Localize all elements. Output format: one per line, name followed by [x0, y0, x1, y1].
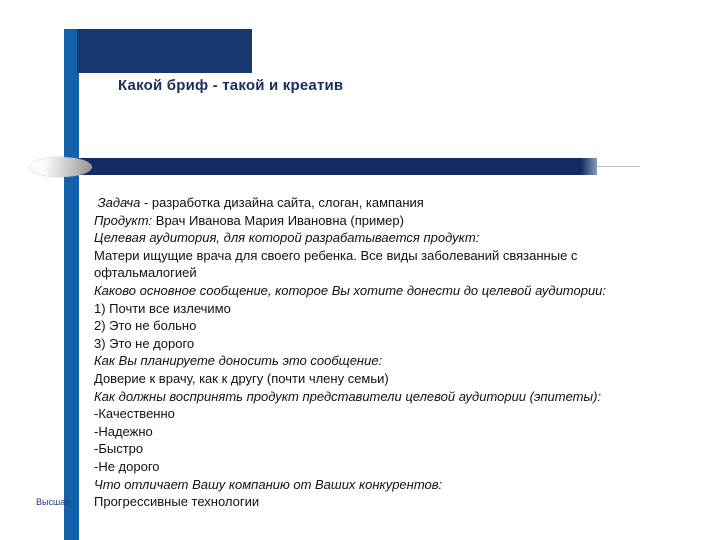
- body-line: Что отличает Вашу компанию от Ваших конкурентов:: [94, 476, 443, 492]
- body-line: Матери ищущие врача для своего ребенка. Все виды заболеваний связанные с: [94, 247, 578, 263]
- body-line: -Быстро: [94, 441, 144, 457]
- body-text: [94, 194, 669, 511]
- body-line: Доверие к врачу, как к другу (почти члену семьи): [94, 370, 389, 386]
- body-line: офтальмалогией: [94, 265, 197, 281]
- left-accent-bar: [64, 29, 79, 540]
- body-line: Задача - разработка дизайна сайта, слоган, кампания: [97, 195, 424, 210]
- divider-band-tail: [597, 166, 640, 167]
- body-line: Каково основное сообщение, которое Вы хотите донести до целевой аудитории:: [94, 282, 607, 298]
- body-line: 1) Почти все излечимо: [94, 300, 231, 316]
- body-line: 2) Это не больно: [94, 318, 197, 334]
- accent-ellipse: [30, 157, 92, 177]
- slide-title: Какой бриф - такой и креатив: [118, 77, 344, 94]
- footer-text: Высшая: [36, 497, 71, 507]
- divider-band: [62, 158, 597, 175]
- body-line: -Качественно: [94, 406, 175, 422]
- top-accent-rectangle: [77, 29, 252, 73]
- body-line: Целевая аудитория, для которой разрабатывается продукт:: [94, 230, 480, 246]
- body-line: 3) Это не дорого: [94, 335, 195, 351]
- body-line: Как Вы планируете доносить это сообщение:: [94, 353, 383, 369]
- body-line: -Надежно: [94, 423, 153, 439]
- body-line: Продукт: Врач Иванова Мария Ивановна (пример): [94, 212, 404, 228]
- body-line: Прогрессивные технологии: [94, 494, 260, 510]
- body-line: -Не дорого: [94, 458, 160, 474]
- body-line: Как должны воспринять продукт представители целевой аудитории (эпитеты):: [94, 388, 602, 404]
